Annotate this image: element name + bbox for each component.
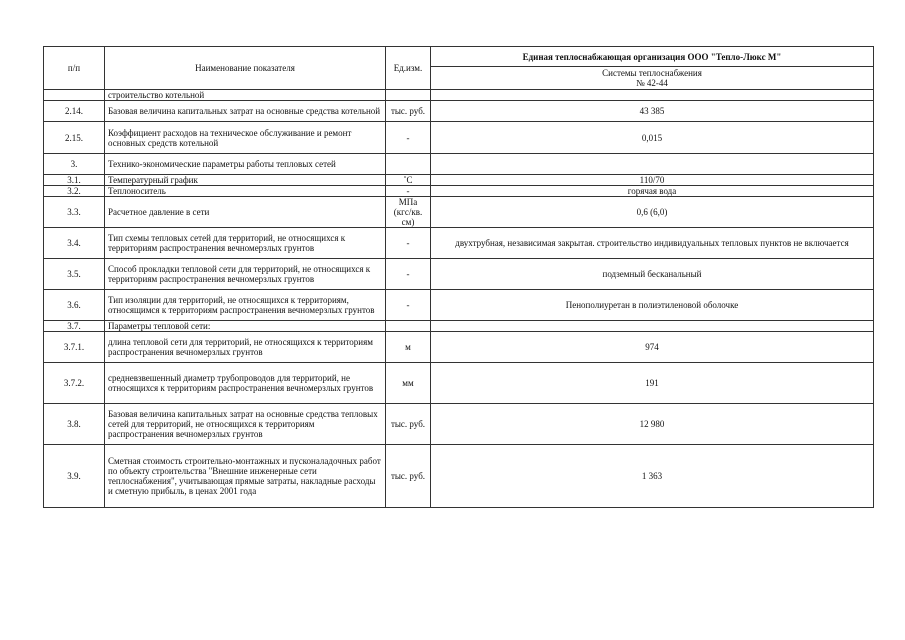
row-number: 3.4. <box>44 228 105 259</box>
row-value: 0,015 <box>431 122 874 154</box>
row-value: 191 <box>431 363 874 404</box>
row-indicator-name: Коэффициент расходов на техническое обслуживание и ремонт основных средств котельной <box>105 122 386 154</box>
table-row <box>44 259 874 290</box>
row-number: 3.3. <box>44 197 105 228</box>
row-indicator-name: Параметры тепловой сети: <box>105 321 386 332</box>
row-number: 3.5. <box>44 259 105 290</box>
row-indicator-name: Сметная стоимость строительно-монтажных и пусконаладочных работ по объекту строительства "Внешние инженерные сети теплоснабжения", учитывающая прямые затраты, накладные расходы и сметную прибыль, в ценах 2001 года <box>105 445 386 508</box>
row-number: 3.2. <box>44 186 105 197</box>
indicators-table <box>43 46 874 508</box>
row-number: 3.7.1. <box>44 332 105 363</box>
column-header-unit: Ед.изм. <box>386 47 431 90</box>
row-indicator-name: Способ прокладки тепловой сети для территорий, не относящихся к территориям распространения вечномерзлых грунтов <box>105 259 386 290</box>
row-unit: ˚С <box>386 175 431 186</box>
table-row <box>44 101 874 122</box>
row-indicator-name: длина тепловой сети для территорий, не относящихся к территориям распространения вечномерзлых грунтов <box>105 332 386 363</box>
table-row <box>44 332 874 363</box>
row-number: 3. <box>44 154 105 175</box>
row-unit: - <box>386 122 431 154</box>
row-unit <box>386 154 431 175</box>
row-unit: - <box>386 290 431 321</box>
row-unit: - <box>386 259 431 290</box>
row-indicator-name: Базовая величина капитальных затрат на основные средства тепловых сетей для территорий, не относящихся к территориям распространения вечномерзлых грунтов <box>105 404 386 445</box>
row-value: 1 363 <box>431 445 874 508</box>
table-body <box>44 90 874 508</box>
row-value: 0,6 (6,0) <box>431 197 874 228</box>
row-unit <box>386 90 431 101</box>
row-indicator-name: Тип изоляции для территорий, не относящихся к территориям, относящимся к территориям распространения вечномерзлых грунтов <box>105 290 386 321</box>
row-value <box>431 154 874 175</box>
row-number <box>44 90 105 101</box>
row-indicator-name: Базовая величина капитальных затрат на основные средства котельной <box>105 101 386 122</box>
row-indicator-name: Тип схемы тепловых сетей для территорий, не относящихся к территориям распространения вечномерзлых грунтов <box>105 228 386 259</box>
row-value <box>431 90 874 101</box>
row-number: 3.9. <box>44 445 105 508</box>
row-unit: тыс. руб. <box>386 404 431 445</box>
row-unit: - <box>386 228 431 259</box>
table-row <box>44 445 874 508</box>
row-indicator-name: Технико-экономические параметры работы тепловых сетей <box>105 154 386 175</box>
row-number: 2.14. <box>44 101 105 122</box>
table-row <box>44 228 874 259</box>
table-row <box>44 175 874 186</box>
row-value: горячая вода <box>431 186 874 197</box>
table-row <box>44 290 874 321</box>
row-number: 3.7.2. <box>44 363 105 404</box>
row-indicator-name: Теплоноситель <box>105 186 386 197</box>
row-unit: мм <box>386 363 431 404</box>
row-number: 3.8. <box>44 404 105 445</box>
table-header <box>44 47 874 90</box>
row-number: 3.6. <box>44 290 105 321</box>
row-value: 12 980 <box>431 404 874 445</box>
row-indicator-name: средневзвешенный диаметр трубопроводов для территорий, не относящихся к территориям распространения вечномерзлых грунтов <box>105 363 386 404</box>
table-row <box>44 122 874 154</box>
organization-title: Единая теплоснабжающая организация ООО "Тепло-Люкс М" <box>431 47 874 67</box>
row-unit <box>386 321 431 332</box>
column-header-number: п/п <box>44 47 105 90</box>
row-indicator-name: Расчетное давление в сети <box>105 197 386 228</box>
row-unit: МПа (кгс/кв. см) <box>386 197 431 228</box>
column-header-name: Наименование показателя <box>105 47 386 90</box>
row-unit: - <box>386 186 431 197</box>
row-number: 3.7. <box>44 321 105 332</box>
row-unit: тыс. руб. <box>386 101 431 122</box>
systems-header-line2: № 42-44 <box>636 78 668 88</box>
row-value: двухтрубная, независимая закрытая. строительство индивидуальных тепловых пунктов не включается <box>431 228 874 259</box>
systems-header <box>431 67 874 90</box>
table-row <box>44 404 874 445</box>
table-row <box>44 90 874 101</box>
row-value: 974 <box>431 332 874 363</box>
row-value: подземный бесканальный <box>431 259 874 290</box>
table-row <box>44 186 874 197</box>
row-unit: м <box>386 332 431 363</box>
table-row <box>44 197 874 228</box>
row-value: 110/70 <box>431 175 874 186</box>
row-value <box>431 321 874 332</box>
row-value: Пенополиуретан в полиэтиленовой оболочке <box>431 290 874 321</box>
systems-header-line1: Системы теплоснабжения <box>602 68 702 78</box>
table-row <box>44 321 874 332</box>
row-indicator-name: Температурный график <box>105 175 386 186</box>
row-number: 3.1. <box>44 175 105 186</box>
table-row <box>44 154 874 175</box>
row-value: 43 385 <box>431 101 874 122</box>
row-indicator-name: строительство котельной <box>105 90 386 101</box>
row-unit: тыс. руб. <box>386 445 431 508</box>
row-number: 2.15. <box>44 122 105 154</box>
table-row <box>44 363 874 404</box>
